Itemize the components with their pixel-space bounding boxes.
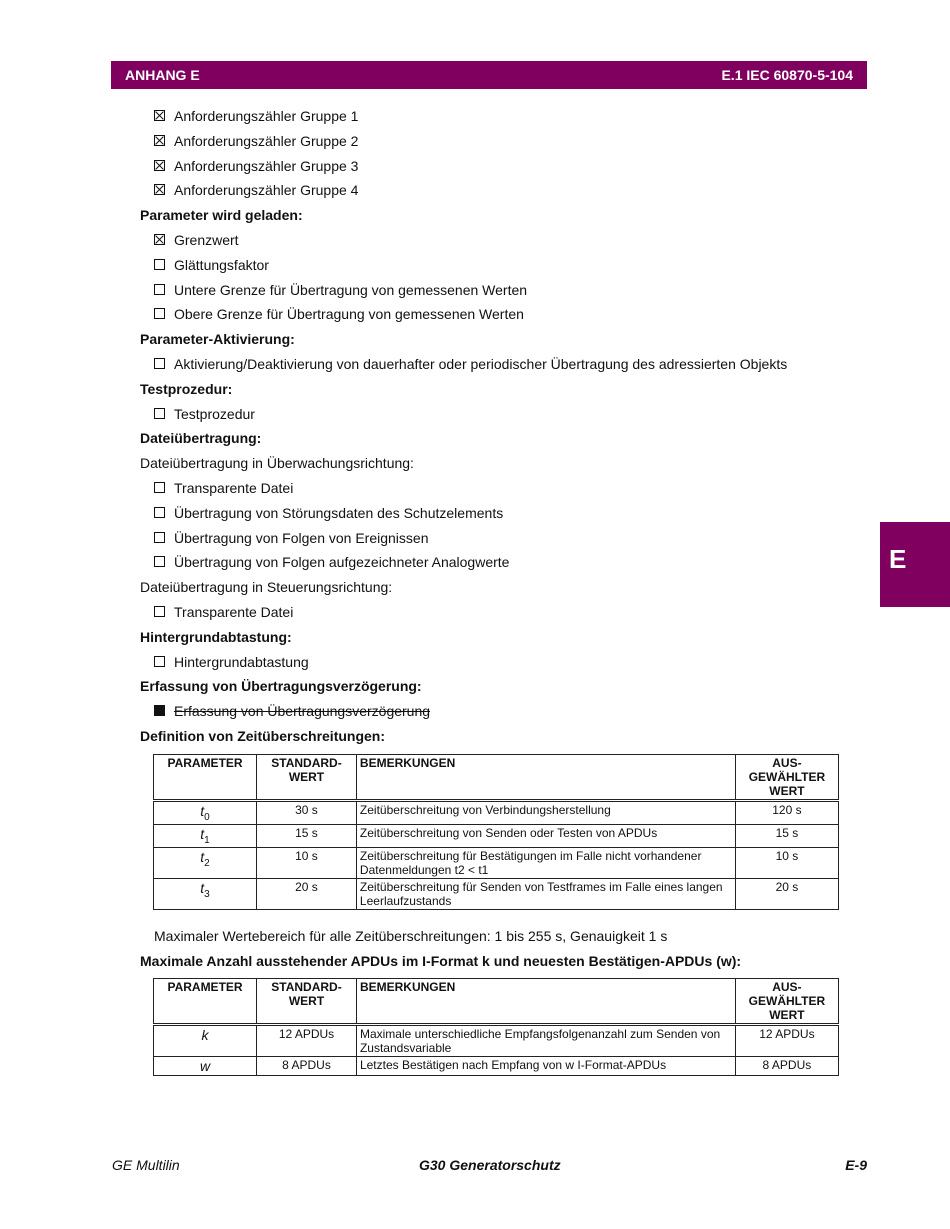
checklist-item xyxy=(140,478,860,503)
selected-value: 15 s xyxy=(735,824,838,847)
remark: Zeitüberschreitung für Bestätigungen im Falle nicht vorhandener Datenmeldungen t2 < t1 xyxy=(356,847,735,878)
checklist-item-label: Obere Grenze für Übertragung von gemessenen Werten xyxy=(174,306,524,323)
parameter-symbol-letter: t xyxy=(200,848,205,865)
checklist-item xyxy=(140,280,860,305)
checklist-item-label: Untere Grenze für Übertragung von gemessenen Werten xyxy=(174,281,528,298)
table-row xyxy=(154,847,839,878)
selected-value: 10 s xyxy=(735,847,838,878)
side-tab-letter: E xyxy=(889,544,907,574)
footer-page-number: E-9 xyxy=(845,1157,867,1173)
default-value: 8 APDUs xyxy=(257,1057,357,1076)
remark: Zeitüberschreitung für Senden von Testframes im Falle eines langen Leerlaufzustands xyxy=(356,878,735,909)
parameter-symbol xyxy=(154,824,257,847)
selected-value: 8 APDUs xyxy=(735,1057,838,1076)
appendix-label: ANHANG E xyxy=(125,67,200,83)
default-value: 12 APDUs xyxy=(257,1025,357,1057)
section-subtext: Dateiübertragung in Steuerungsrichtung: xyxy=(140,579,393,596)
empty-box-icon xyxy=(154,259,165,270)
checklist-item-label: Testprozedur xyxy=(174,405,255,422)
column-header: PARAMETER xyxy=(154,979,257,1025)
column-header: AUS- GEWÄHLTER WERT xyxy=(735,755,838,801)
checklist-content xyxy=(140,106,860,751)
checklist-item-label: Erfassung von Übertragungsverzögerung xyxy=(174,703,431,720)
checklist-item xyxy=(140,503,860,528)
column-header: AUS- GEWÄHLTER WERT xyxy=(735,979,838,1025)
footer-product: G30 Generatorschutz xyxy=(419,1157,561,1173)
table-row xyxy=(154,1025,839,1057)
checklist-item xyxy=(140,404,860,429)
column-header: BEMERKUNGEN xyxy=(356,755,735,801)
parameter-symbol-letter: k xyxy=(201,1027,209,1043)
section-heading: Testprozedur: xyxy=(140,380,233,397)
checklist-item-label: Anforderungszähler Gruppe 2 xyxy=(174,132,359,149)
section-header-bar xyxy=(111,61,867,89)
timeout-range-note: Maximaler Wertebereich für alle Zeitüberschreitungen: 1 bis 255 s, Genauigkeit 1 s xyxy=(154,928,668,944)
table-header-row xyxy=(154,979,839,1025)
section-heading: Hintergrundabtastung: xyxy=(140,628,292,645)
column-header: STANDARD- WERT xyxy=(257,979,357,1025)
empty-box-icon xyxy=(154,308,165,319)
checklist-item xyxy=(140,552,860,577)
checklist-item xyxy=(140,652,860,677)
checked-box-icon xyxy=(154,184,165,195)
parameter-symbol-letter: w xyxy=(199,1058,211,1074)
empty-box-icon xyxy=(154,358,165,369)
table-row xyxy=(154,1057,839,1076)
parameter-symbol-subscript: 0 xyxy=(204,811,210,823)
table-row xyxy=(154,878,839,909)
parameter-symbol xyxy=(154,1025,257,1057)
checklist-item xyxy=(140,106,860,131)
section-label: E.1 IEC 60870-5-104 xyxy=(721,67,853,83)
checklist-item-label: Grenzwert xyxy=(174,231,239,248)
column-header: PARAMETER xyxy=(154,755,257,801)
checklist-item xyxy=(140,230,860,255)
checked-box-icon xyxy=(154,234,165,245)
selected-value: 120 s xyxy=(735,801,838,825)
remark: Zeitüberschreitung von Verbindungsherstellung xyxy=(356,801,735,825)
default-value: 30 s xyxy=(257,801,357,825)
default-value: 10 s xyxy=(257,847,357,878)
empty-box-icon xyxy=(154,656,165,667)
filled-box-icon xyxy=(154,705,165,716)
empty-box-icon xyxy=(154,408,165,419)
checklist-item-label: Übertragung von Folgen aufgezeichneter Analogwerte xyxy=(174,554,510,571)
section-heading: Parameter-Aktivierung: xyxy=(140,331,295,348)
remark: Maximale unterschiedliche Empfangsfolgenanzahl zum Senden von Zustandsvariable xyxy=(356,1025,735,1057)
checklist-item xyxy=(140,131,860,156)
checklist-item-label: Hintergrundabtastung xyxy=(174,653,309,670)
empty-box-icon xyxy=(154,532,165,543)
parameter-symbol xyxy=(154,1057,257,1076)
checklist-item-label: Übertragung von Folgen von Ereignissen xyxy=(174,529,429,546)
section-heading: Definition von Zeitüberschreitungen: xyxy=(140,727,386,744)
parameter-symbol-subscript: 3 xyxy=(204,888,210,900)
remark: Letztes Bestätigen nach Empfang von w I-Format-APDUs xyxy=(356,1057,735,1076)
parameter-symbol-letter: t xyxy=(200,879,205,896)
checked-box-icon xyxy=(154,110,165,121)
selected-value: 20 s xyxy=(735,878,838,909)
checklist-item xyxy=(140,180,860,205)
parameter-symbol xyxy=(154,847,257,878)
appendix-side-tab xyxy=(880,522,950,607)
default-value: 20 s xyxy=(257,878,357,909)
parameter-symbol-letter: t xyxy=(200,825,205,842)
checked-box-icon xyxy=(154,160,165,171)
table-header-row xyxy=(154,755,839,801)
column-header: BEMERKUNGEN xyxy=(356,979,735,1025)
remark: Zeitüberschreitung von Senden oder Testen von APDUs xyxy=(356,824,735,847)
section-heading: Parameter wird geladen: xyxy=(140,207,303,224)
table-row xyxy=(154,801,839,825)
checked-box-icon xyxy=(154,135,165,146)
section-heading: Dateiübertragung: xyxy=(140,430,262,447)
checklist-item xyxy=(140,528,860,553)
empty-box-icon xyxy=(154,556,165,567)
empty-box-icon xyxy=(154,606,165,617)
checklist-item xyxy=(140,701,860,726)
timeout-parameter-table xyxy=(153,754,839,910)
selected-value: 12 APDUs xyxy=(735,1025,838,1057)
default-value: 15 s xyxy=(257,824,357,847)
parameter-symbol-letter: t xyxy=(200,803,205,819)
checklist-item-label: Anforderungszähler Gruppe 3 xyxy=(174,157,359,174)
empty-box-icon xyxy=(154,482,165,493)
checklist-item-label: Anforderungszähler Gruppe 1 xyxy=(174,108,359,124)
parameter-symbol xyxy=(154,801,257,825)
section-heading: Erfassung von Übertragungsverzögerung: xyxy=(140,678,422,695)
empty-box-icon xyxy=(154,507,165,518)
checklist-item xyxy=(140,156,860,181)
checklist-item xyxy=(140,354,860,379)
parameter-symbol-subscript: 1 xyxy=(204,834,210,846)
table-row xyxy=(154,824,839,847)
footer-company: GE Multilin xyxy=(112,1157,180,1173)
apdu-heading: Maximale Anzahl ausstehender APDUs im I-Format k und neuesten Bestätigen-APDUs (w): xyxy=(140,953,742,969)
checklist-item-label: Übertragung von Störungsdaten des Schutzelements xyxy=(174,504,504,521)
checklist-item-label: Glättungsfaktor xyxy=(174,256,269,273)
column-header: STANDARD- WERT xyxy=(257,755,357,801)
checklist-item xyxy=(140,602,860,627)
checklist-item xyxy=(140,304,860,329)
checklist-item-label: Transparente Datei xyxy=(174,479,294,496)
section-subtext: Dateiübertragung in Überwachungsrichtung: xyxy=(140,455,414,472)
checklist-item-label: Anforderungszähler Gruppe 4 xyxy=(174,182,359,199)
empty-box-icon xyxy=(154,284,165,295)
checklist-item-label: Aktivierung/Deaktivierung von dauerhafter oder periodischer Übertragung des adressierten Objekts xyxy=(174,355,788,372)
parameter-symbol-subscript: 2 xyxy=(204,857,210,869)
checklist-item xyxy=(140,255,860,280)
parameter-symbol xyxy=(154,878,257,909)
apdu-parameter-table xyxy=(153,978,839,1076)
checklist-item-label: Transparente Datei xyxy=(174,603,294,620)
